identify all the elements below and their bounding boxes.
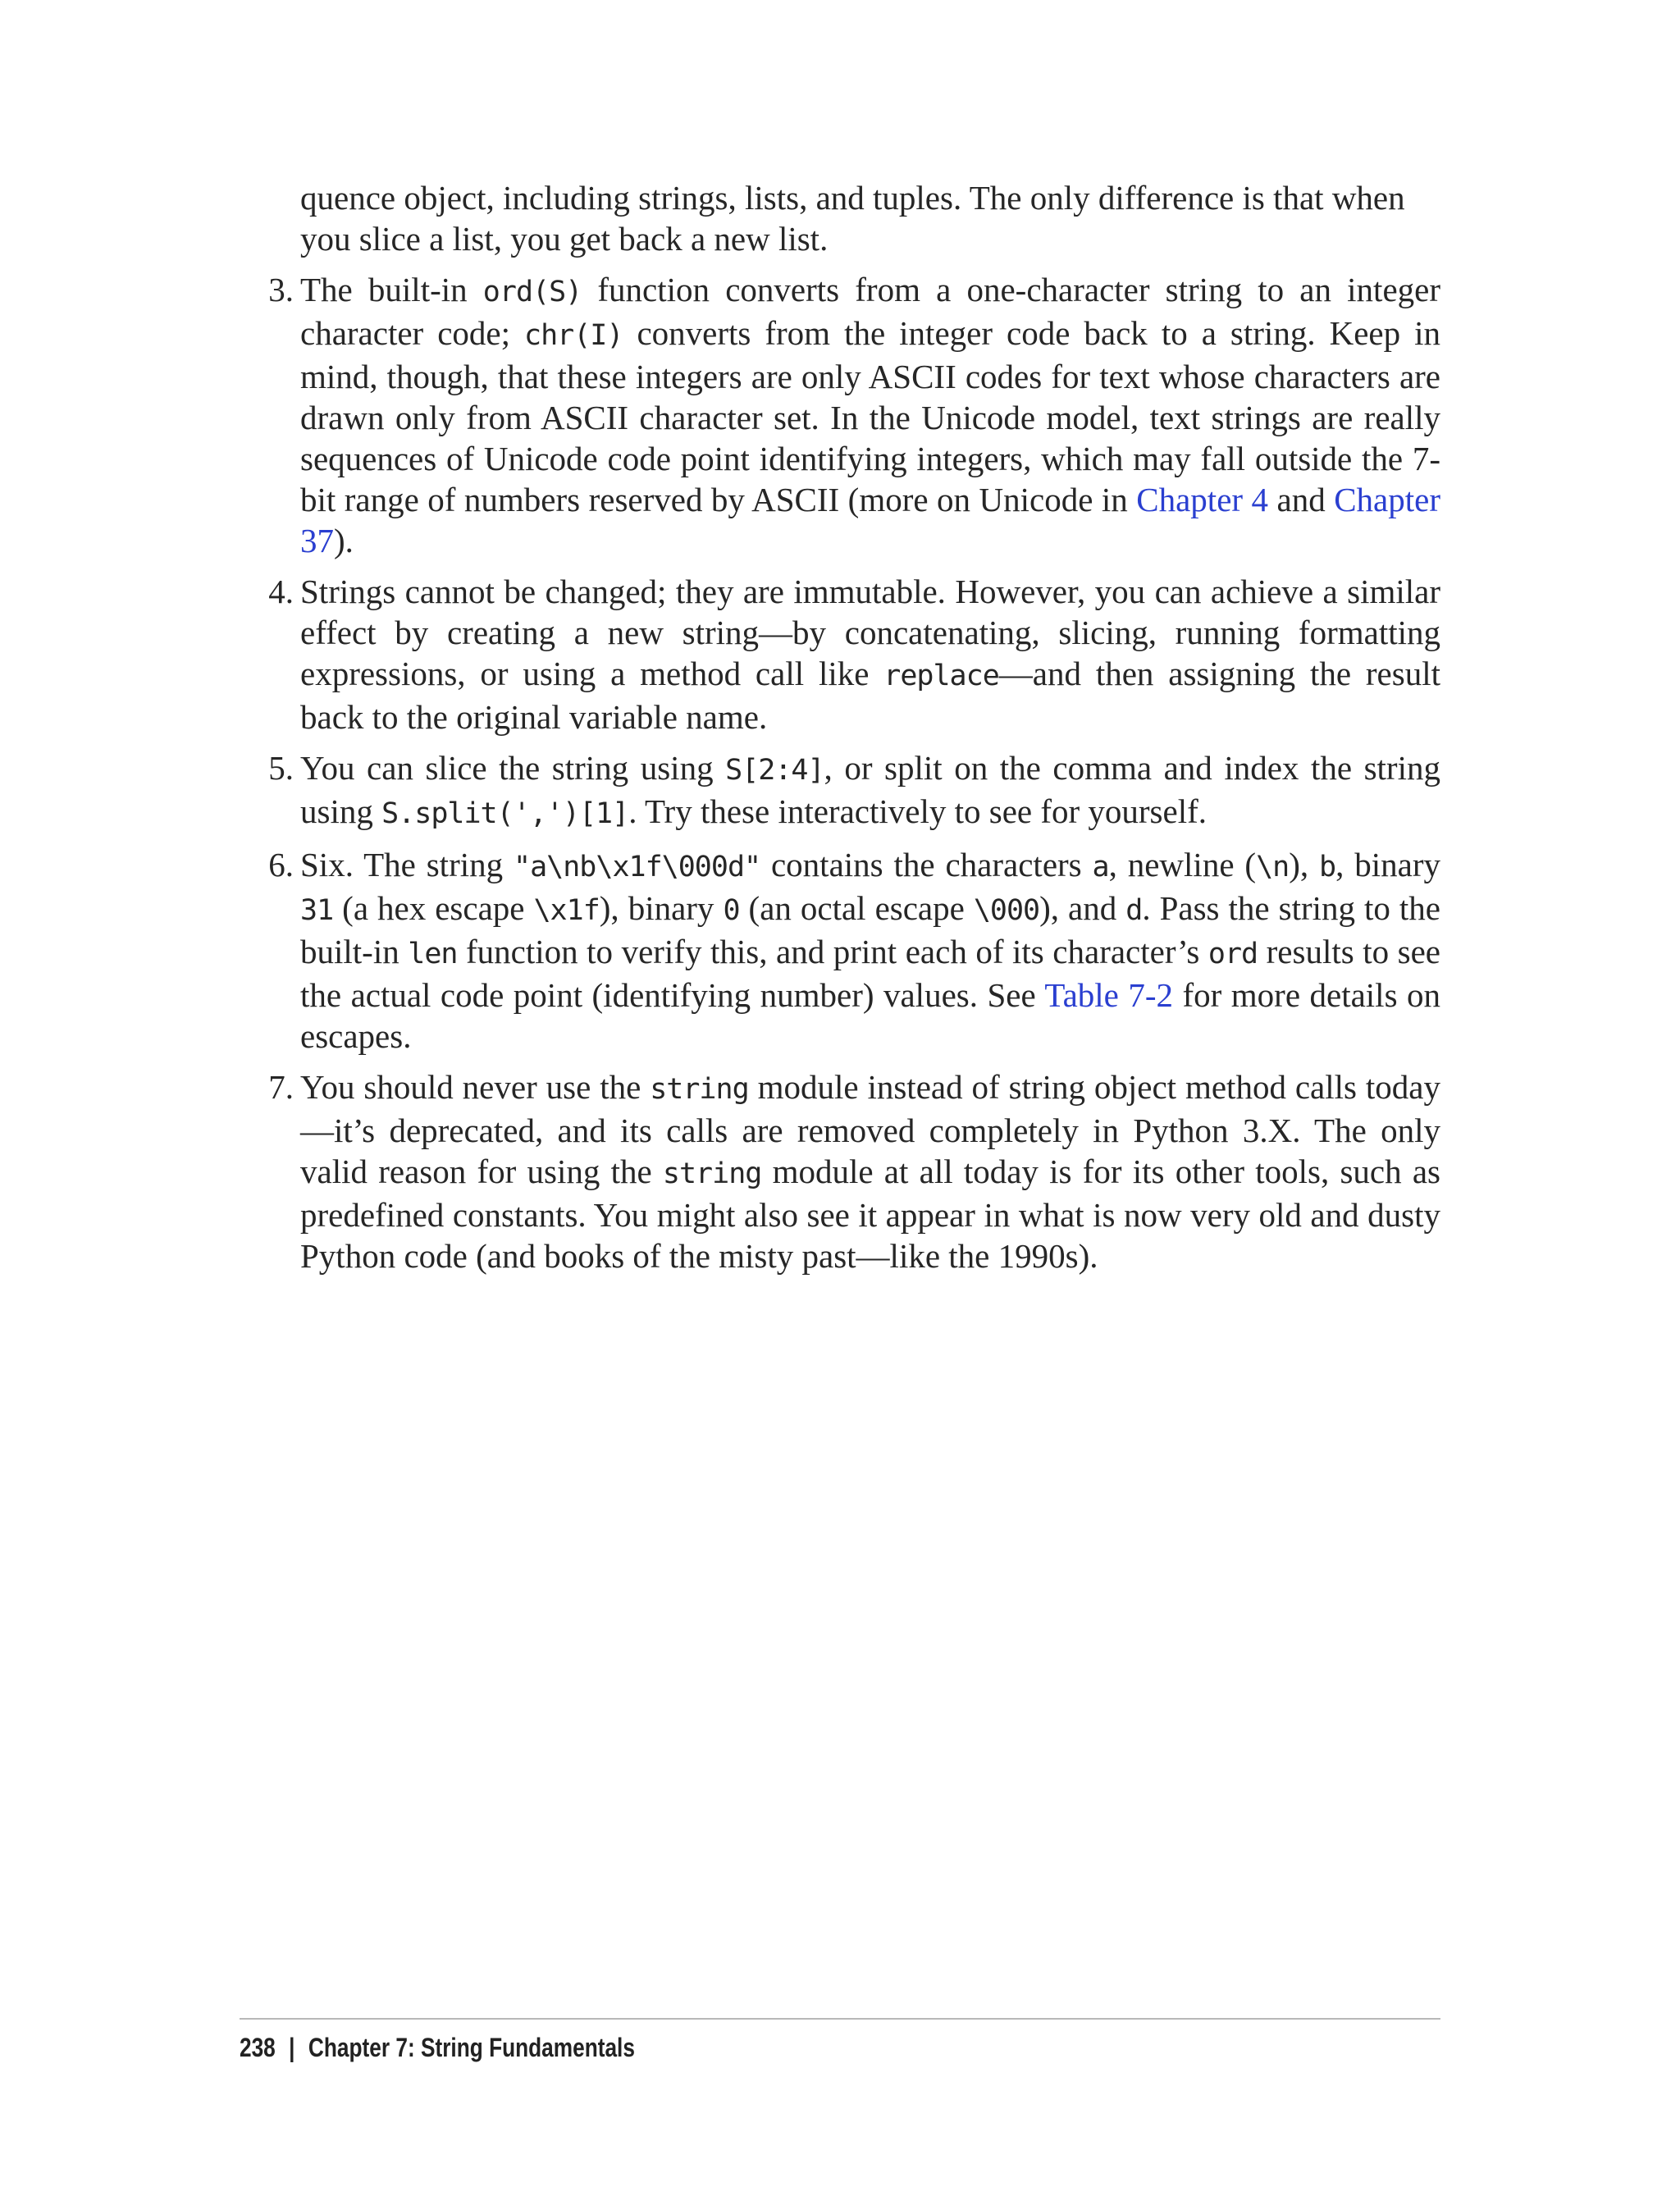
answer-item-7 <box>268 1066 1440 1276</box>
page-number: 238 <box>240 2033 276 2062</box>
inline-code: ord <box>1208 938 1258 970</box>
text-run: results to see the actual code point (identifying number) values. See <box>300 933 1440 1014</box>
text-run: ), binary <box>599 889 724 927</box>
text-run: Six. The string <box>300 846 514 883</box>
inline-code: a <box>1092 851 1109 883</box>
inline-code: string <box>662 1157 762 1190</box>
inline-code: 0 <box>723 894 740 927</box>
text-run: —and then assigning the result back to the original variable name. <box>300 655 1440 736</box>
chapter-4-link[interactable]: Chapter 4 <box>1136 481 1269 518</box>
chapter-37-link[interactable]: Chapter 37 <box>300 481 1440 559</box>
inline-code: S[2:4] <box>725 754 824 787</box>
inline-code: chr(I) <box>524 319 623 352</box>
inline-code: "a\nb\x1f\000d" <box>514 851 761 883</box>
inline-code: d <box>1125 894 1143 927</box>
inline-code: \n <box>1256 851 1290 883</box>
text-run: converts from the integer code back to a string. Keep in mind, though, that these integers are only ASCII codes for text whose characters are drawn only from ASCII character set. In the Unicode model, text strings are really sequences of Unicode code point identifying integers, which may fall outside the 7-bit range of numbers reserved by ASCII (more on Unicode in <box>300 314 1440 518</box>
inline-code: S.split(',')[1] <box>381 797 629 830</box>
text-run: function to verify this, and print each of its character’s <box>457 933 1208 970</box>
text-run: ), <box>1289 846 1320 883</box>
text-run: You should never use the <box>300 1068 651 1106</box>
inline-code: \x1f <box>533 894 600 927</box>
item-text <box>300 571 1440 737</box>
text-run: , binary <box>1335 846 1440 883</box>
text-run: ). <box>334 522 354 559</box>
text-run: , newline ( <box>1108 846 1257 883</box>
inline-code: b <box>1319 851 1336 883</box>
text-run: , or split on the comma and index the string using <box>300 749 1440 830</box>
answer-item-4 <box>268 571 1440 737</box>
text-run: and <box>1268 481 1335 518</box>
page-body <box>268 177 1441 1276</box>
text-run: You can slice the string using <box>300 749 726 787</box>
inline-code: replace <box>883 660 999 692</box>
inline-code: 31 <box>300 894 334 927</box>
text-run: Strings cannot be changed; they are immutable. However, you can achieve a similar effect by creating a new string—by concatenating, slicing, running formatting expressions, or using a method call like <box>300 573 1440 692</box>
text-run: . Pass the string to the built-in <box>300 889 1441 970</box>
text-run: module at all today is for its other tools, such as predefined constants. You might also see it appear in what is now very old and dusty Python code (and books of the misty past—like the 1990s). <box>300 1153 1440 1275</box>
inline-code: len <box>408 938 458 970</box>
inline-code: \000 <box>973 894 1040 927</box>
chapter-title: Chapter 7: String Fundamentals <box>308 2033 635 2062</box>
item-text <box>300 844 1440 1057</box>
footer-divider <box>240 2018 1440 2020</box>
text-run: function converts from a one-character string to an integer character code; <box>300 271 1440 352</box>
text-run: (a hex escape <box>333 889 534 927</box>
answer-item-6 <box>268 844 1441 1057</box>
footer-separator: | <box>289 2033 295 2062</box>
text-run: ), and <box>1039 889 1126 927</box>
table-7-2-link[interactable]: Table 7-2 <box>1044 976 1174 1014</box>
text-run: The built-in <box>300 271 483 308</box>
item-number: 3. <box>268 271 294 308</box>
item-number: 5. <box>268 749 294 787</box>
item-text <box>300 269 1440 561</box>
paragraph-text: quence object, including strings, lists, and tuples. The only difference is that when you slice a list, you get back a new list. <box>300 179 1405 258</box>
page-footer <box>240 2033 635 2063</box>
inline-code: ord(S) <box>482 276 582 308</box>
item-text <box>300 747 1440 834</box>
item-number: 7. <box>268 1068 294 1106</box>
text-run: module instead of string object method calls today —it’s deprecated, and its calls are removed completely in Python 3.X. The only valid reason for using the <box>300 1068 1440 1190</box>
item-number: 4. <box>268 573 294 610</box>
answer-item-3 <box>268 269 1440 561</box>
answer-item-5 <box>268 747 1440 834</box>
text-run: . Try these interactively to see for yourself. <box>628 792 1207 830</box>
inline-code: string <box>650 1073 749 1106</box>
item-text <box>300 1066 1440 1276</box>
item-number: 6. <box>268 846 294 883</box>
continued-paragraph <box>300 177 1440 259</box>
text-run: contains the characters <box>760 846 1093 883</box>
text-run: for more details on escapes. <box>300 976 1441 1055</box>
text-run: (an octal escape <box>739 889 974 927</box>
